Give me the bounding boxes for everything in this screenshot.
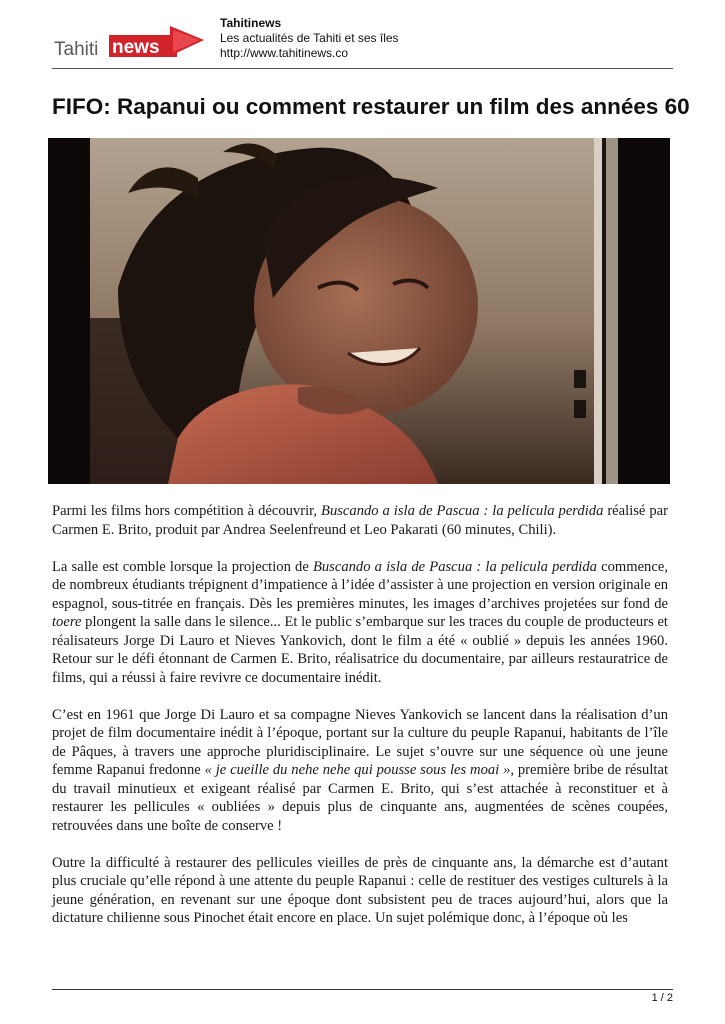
p1-film-title: Buscando a isla de Pascua : la pelicula perdida: [321, 503, 604, 519]
paragraph-1: [52, 502, 668, 539]
paragraph-4: Outre la difficulté à restaurer des pellicules vieilles de près de cinquante ans, la démarche est d’autant plus cruciale qu’elle répond à une attente du peuple Rapanui : celle de restituer des vestiges culturels à la jeune génération, en revenant sur une époque dont subsistent peu de traces aujourd’hui, alors que la dictature chilienne sous Pinochet était encore en place. Un sujet polémique donc, à l’époque où les: [52, 854, 668, 926]
p1-text-a: Parmi les films hors compétition à découvrir,: [52, 503, 322, 519]
logo-text-left: Tahiti: [54, 39, 99, 60]
p2-toere: toere: [52, 614, 82, 630]
site-url[interactable]: http://www.tahitinews.co: [220, 46, 349, 60]
p2-text-b: commence, de nombreux étudiants trépignent d’impatience à l’idée d’assister à une projection en version originale en espagnol, sous-titrée en français. Dès les premières minutes, les images d’archives projetées sur fond de: [52, 558, 668, 612]
paragraph-3: [52, 706, 668, 836]
paragraph-2: [52, 558, 668, 688]
article-title: FIFO: Rapanui ou comment restaurer un film des années 60: [52, 94, 690, 119]
p3-text-b: , première bribe de résultat du travail minutieux et exigeant réalisé par Carmen E. Brito, qui s’est attachée à reconstituer et à restaurer les pellicules « oubliées » depuis plus de cinquante ans, augmentées de scènes coupées, retrouvées dans une boîte de conserve !: [52, 762, 668, 834]
p2-text-a: La salle est comble lorsque la projection de: [52, 558, 313, 575]
page-header: [52, 16, 673, 68]
p3-text-a: C’est en 1961 que Jorge Di Lauro et sa compagne Nieves Yankovich se lancent dans la réalisation d’un projet de film documentaire inédit à l’époque, portant sur la culture du peuple Rapanui, habitants de l’île de Pâques, à travers une approche pluridisciplinaire. Le sujet s’ouvre sur une séquence où une jeune femme Rapanui fredonne: [52, 706, 668, 778]
p2-text-c: plongent la salle dans le silence... Et le public s’embarque sur les traces du couple de producteurs et réalisateurs Jorge Di Lauro et Nieves Yankovich, dont le film a été « oublié » depuis les années 1960. Retour sur le défi étonnant de Carmen E. Brito, réalisatrice du documentaire, par ailleurs restauratrice de films, qui a réussi à faire revivre ce documentaire inédit.: [52, 614, 668, 686]
header-divider: [52, 68, 673, 69]
logo-text-right: news: [112, 37, 160, 58]
site-tagline: Les actualités de Tahiti et ses îles: [220, 31, 399, 45]
article-photo: [48, 138, 670, 484]
site-name: Tahitinews: [220, 16, 282, 30]
tahitinews-logo[interactable]: [52, 22, 207, 62]
p3-quote: « je cueille du nehe nehe qui pousse sous les moai »: [204, 762, 511, 778]
p2-film-title: Buscando a isla de Pascua : la pelicula perdida: [312, 558, 597, 575]
page-number: 1 / 2: [651, 992, 673, 1004]
article-body: [52, 502, 668, 946]
site-info: [220, 16, 399, 61]
p1-text-b: réalisé par Carmen E. Brito, produit par Andrea Seelenfreund et Leo Pakarati (60 minutes, Chili).: [52, 503, 668, 538]
footer-divider: [52, 989, 673, 990]
